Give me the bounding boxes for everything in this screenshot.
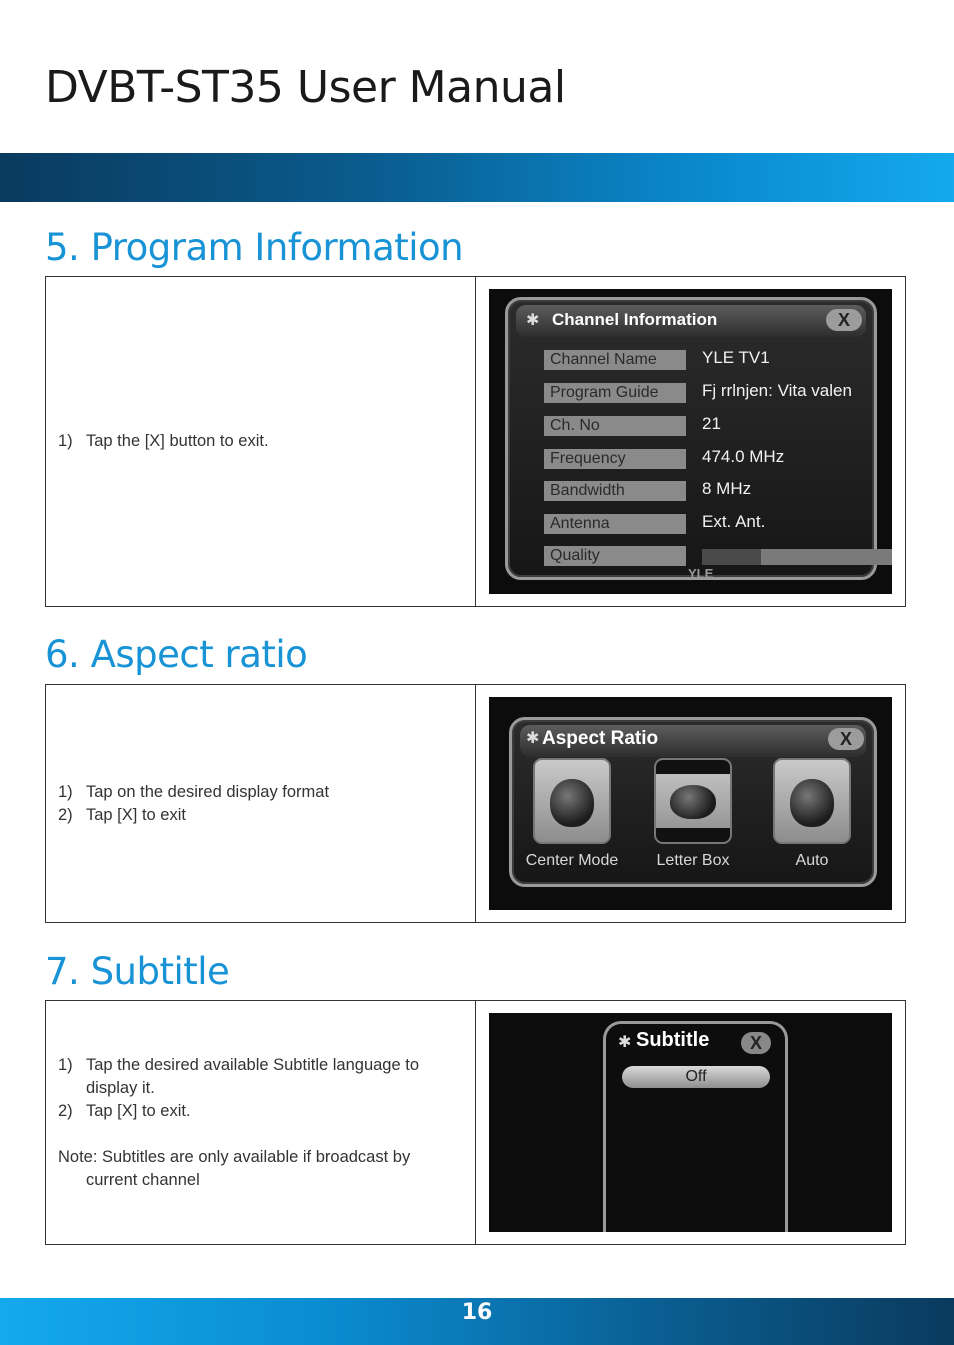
aspect-option-auto[interactable] bbox=[762, 758, 862, 870]
close-icon[interactable]: X bbox=[741, 1032, 771, 1054]
channel-information-dialog bbox=[505, 297, 877, 580]
program-information-instructions bbox=[46, 277, 476, 606]
star-icon: ✱ bbox=[526, 728, 540, 747]
program-information-panel bbox=[45, 276, 906, 607]
info-row-antenna: Antenna Ext. Ant. bbox=[544, 514, 892, 534]
aspect-ratio-dialog bbox=[509, 717, 877, 887]
aspect-option-center-mode[interactable] bbox=[522, 758, 622, 870]
list-item: 2) Tap [X] to exit. bbox=[58, 1101, 191, 1120]
channel-logo-text: YLE bbox=[688, 566, 714, 581]
close-icon[interactable]: X bbox=[826, 309, 862, 331]
list-item: 1) Tap on the desired display format bbox=[58, 782, 330, 801]
info-row-bandwidth: Bandwidth 8 MHz bbox=[544, 481, 892, 501]
close-icon[interactable]: X bbox=[828, 728, 864, 750]
step-list bbox=[58, 430, 463, 453]
apple-icon bbox=[670, 785, 716, 819]
subtitle-panel bbox=[45, 1000, 906, 1245]
center-mode-thumbnail bbox=[533, 758, 611, 844]
subtitle-dialog bbox=[603, 1021, 788, 1232]
aspect-ratio-panel bbox=[45, 684, 906, 923]
aspect-option-label: Auto bbox=[795, 852, 829, 869]
list-item: 2) Tap [X] to exit bbox=[58, 805, 186, 824]
section-heading-subtitle: 7. Subtitle bbox=[45, 950, 230, 993]
info-row-channel-name: Channel Name YLE TV1 bbox=[544, 350, 892, 370]
page-number: 16 bbox=[461, 1300, 493, 1325]
program-information-screenshot-cell bbox=[476, 277, 905, 606]
document-title: DVBT-ST35 User Manual bbox=[45, 62, 566, 113]
subtitle-screenshot bbox=[489, 1013, 892, 1232]
quality-bar-fill bbox=[702, 549, 761, 565]
dialog-title: Aspect Ratio bbox=[542, 728, 659, 749]
letter-box-thumbnail bbox=[654, 758, 732, 844]
section-heading-aspect-ratio: 6. Aspect ratio bbox=[45, 633, 308, 676]
list-item: 1) Tap the desired available Subtitle language to display it. bbox=[58, 1055, 419, 1097]
step-list bbox=[58, 1054, 463, 1123]
dialog-title: Subtitle bbox=[636, 1029, 710, 1051]
dialog-title: Channel Information bbox=[552, 310, 718, 329]
section-heading-program-information: 5. Program Information bbox=[45, 226, 464, 269]
aspect-ratio-screenshot-cell bbox=[476, 685, 905, 922]
header-band bbox=[0, 153, 954, 202]
info-row-program-guide: Program Guide Fj rrlnjen: Vita valen bbox=[544, 383, 892, 403]
apple-icon bbox=[790, 779, 834, 827]
aspect-option-label: Letter Box bbox=[656, 852, 730, 869]
subtitle-screenshot-cell bbox=[476, 1001, 905, 1244]
info-row-frequency: Frequency 474.0 MHz bbox=[544, 449, 892, 469]
channel-information-screenshot bbox=[489, 289, 892, 594]
subtitle-instructions bbox=[46, 1001, 476, 1244]
aspect-ratio-instructions bbox=[46, 685, 476, 922]
list-item: 1) Tap the [X] button to exit. bbox=[58, 432, 269, 450]
quality-bar bbox=[702, 549, 892, 565]
aspect-option-label: Center Mode bbox=[525, 852, 619, 869]
info-row-channel-number: Ch. No 21 bbox=[544, 416, 892, 436]
apple-icon bbox=[550, 779, 594, 827]
subtitle-note: Note: Subtitles are only available if broadcast by current channel bbox=[58, 1147, 411, 1189]
star-icon: ✱ bbox=[526, 310, 540, 329]
auto-thumbnail bbox=[773, 758, 851, 844]
aspect-ratio-screenshot bbox=[489, 697, 892, 910]
star-icon: ✱ bbox=[618, 1032, 632, 1051]
aspect-option-letter-box[interactable] bbox=[643, 758, 743, 870]
step-list bbox=[58, 781, 463, 827]
info-row-quality: Quality bbox=[544, 546, 892, 566]
subtitle-option-off[interactable]: Off bbox=[622, 1066, 770, 1088]
